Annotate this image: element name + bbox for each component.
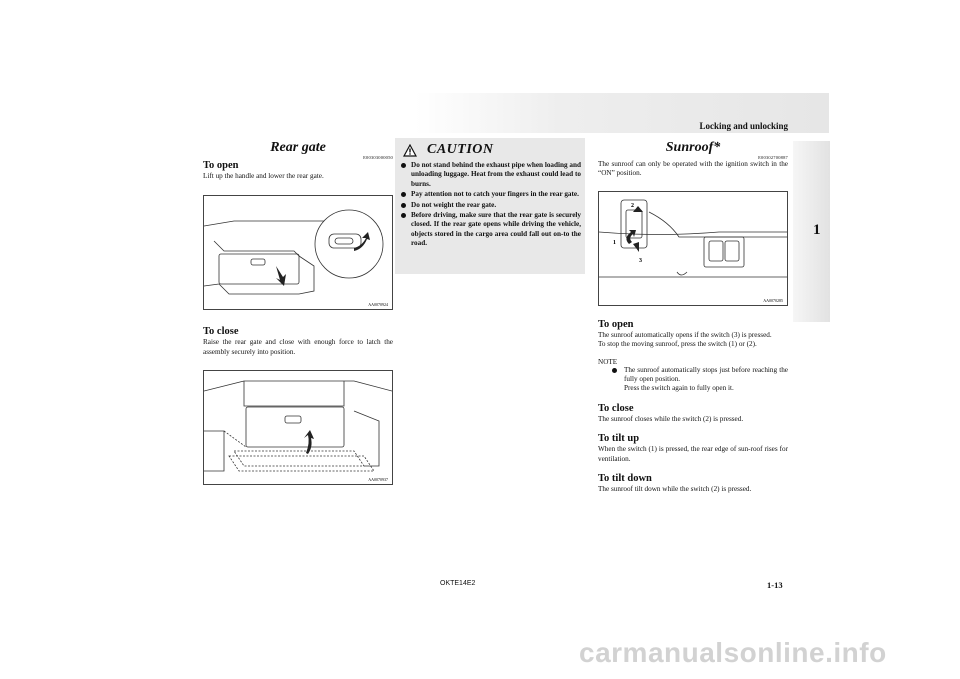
note-item-text-2: Press the switch again to fully open it. — [624, 384, 734, 393]
bullet-icon — [612, 368, 617, 373]
bullet-icon — [401, 203, 406, 208]
bullet-icon — [401, 192, 406, 197]
caution-title: CAUTION — [427, 142, 494, 157]
sunroof-fig-label: 1 — [613, 239, 616, 246]
caution-item — [399, 161, 581, 189]
caution-item — [399, 201, 581, 210]
sunroof-switch-figure — [598, 191, 788, 306]
document-code: OKTE14E2 — [440, 580, 476, 587]
rear-gate-code: E00303000050 — [363, 155, 393, 160]
sunroof-open-stop-text: To stop the moving sunroof, press the switch (1) or (2). — [598, 340, 757, 349]
sunroof-title: Sunroof* — [665, 140, 721, 155]
sunroof-tilt-down-heading: To tilt down — [598, 473, 652, 485]
sunroof-column — [598, 138, 788, 494]
rear-gate-open-illustration — [204, 196, 392, 309]
rear-gate-close-text: Raise the rear gate and close with enough force to latch the assembly securely into position. — [203, 338, 393, 356]
rear-gate-open-fig-code: AA0070924 — [368, 302, 388, 308]
bullet-icon — [401, 213, 406, 218]
rear-gate-close-illustration — [204, 371, 392, 484]
rear-gate-open-text: Lift up the handle and lower the rear gate. — [203, 172, 324, 180]
sunroof-open-text: The sunroof automatically opens if the switch (3) is pressed. — [598, 330, 772, 339]
caution-header — [403, 142, 581, 158]
caution-item — [399, 190, 581, 199]
caution-column — [395, 138, 585, 274]
bullet-icon — [401, 163, 406, 168]
sunroof-switch-illustration — [599, 192, 787, 305]
note-item-text: The sunroof automatically stops just before reaching the fully open position. — [624, 365, 788, 384]
sunroof-open-heading: To open — [598, 318, 634, 330]
page-number: 1-13 — [767, 580, 783, 590]
caution-list — [399, 161, 581, 249]
caution-box — [395, 138, 585, 274]
caution-item — [399, 211, 581, 249]
note-label: NOTE — [598, 357, 618, 366]
sunroof-tilt-up-text: When the switch (1) is pressed, the rear edge of sun-roof rises for ventilation. — [598, 445, 788, 463]
rear-gate-title: Rear gate — [270, 140, 326, 155]
caution-item-text: Do not weight the rear gate. — [411, 200, 497, 209]
rear-gate-close-heading: To close — [203, 326, 239, 338]
sunroof-close-heading: To close — [598, 402, 634, 414]
sunroof-intro: The sunroof can only be operated with the ignition switch in the “ON” position. — [598, 160, 788, 178]
rear-gate-column — [203, 138, 393, 485]
sunroof-close-text: The sunroof closes while the switch (2) is pressed. — [598, 414, 744, 423]
rear-gate-open-figure — [203, 195, 393, 310]
rear-gate-close-fig-code: AA0070937 — [368, 477, 388, 483]
chapter-tab — [793, 141, 830, 322]
sunroof-fig-code: AA0070285 — [763, 297, 783, 303]
sunroof-fig-label: 3 — [639, 257, 642, 264]
rear-gate-open-heading: To open — [203, 160, 239, 171]
sunroof-tilt-down-text: The sunroof tilt down while the switch (2) is pressed. — [598, 485, 752, 494]
chapter-tab-number: 1 — [813, 222, 821, 238]
warning-triangle-icon — [403, 144, 417, 157]
caution-item-text: Pay attention not to catch your fingers in the rear gate. — [411, 190, 579, 199]
rear-gate-close-figure — [203, 370, 393, 485]
sunroof-tilt-up-heading: To tilt up — [598, 433, 640, 445]
note-block — [598, 366, 788, 394]
caution-item-text: Do not stand behind the exhaust pipe when loading and unloading luggage. Heat from the exhaust could lead to burns. — [411, 161, 581, 188]
sunroof-code: E00302700887 — [758, 155, 788, 160]
sunroof-fig-label: 2 — [631, 202, 634, 209]
caution-item-text: Before driving, make sure that the rear gate is securely closed. If the rear gate opens while driving the vehicle, objects stored in the cargo area could fall out on-to the road. — [411, 211, 581, 248]
watermark: carmanualsonline.info — [579, 637, 887, 668]
section-header: Locking and unlocking — [699, 121, 788, 131]
note-item — [610, 366, 788, 394]
